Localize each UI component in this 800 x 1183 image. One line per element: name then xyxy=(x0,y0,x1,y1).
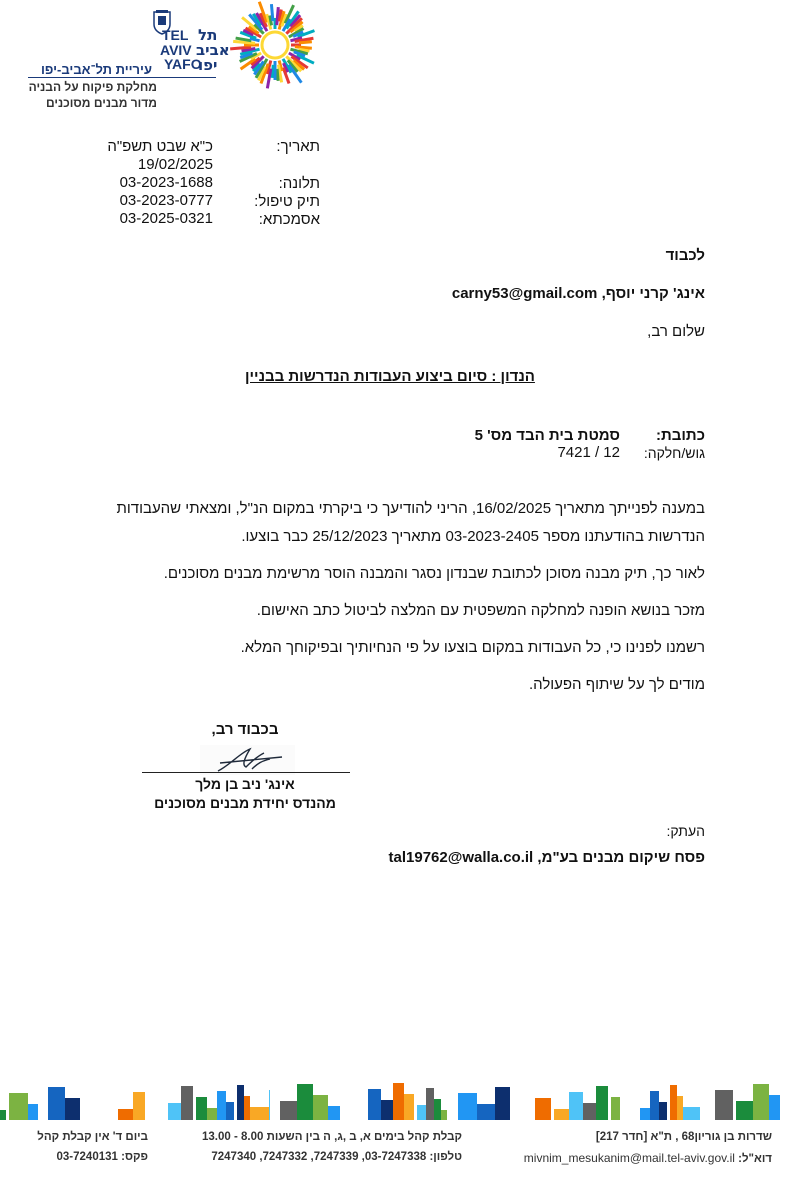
parcel-label: גוש/חלקה: xyxy=(643,445,705,461)
body-paragraph-4: רשמנו לפנינו כי, כל העבודות במקום בוצעו על פי הנחיותיך ובפיקוחך המלא. xyxy=(240,639,705,656)
division-name: מדור מבנים מסוכנים xyxy=(45,96,157,110)
parcel-value: 7421 / 12 xyxy=(557,444,620,461)
closing: בכבוד רב, xyxy=(211,721,279,738)
footer-no-reception: ביום ד' אין קבלת קהל xyxy=(37,1131,148,1143)
address-value: סמטת בית הבד מס' 5 xyxy=(474,427,620,444)
logo-he-aviv: אביב xyxy=(196,41,230,59)
cc-name: פסח שיקום מבנים בע"מ, xyxy=(537,849,705,866)
to-label: לכבוד xyxy=(665,247,705,264)
cc-label: העתק: xyxy=(666,823,705,839)
body-paragraph-3: מזכר בנושא הופנה למחלקה המשפטית עם המלצה לביטול כתב האישום. xyxy=(256,602,705,619)
complaint-number: 03-2023-1688 xyxy=(119,174,213,191)
recipient-email[interactable]: carny53@gmail.com xyxy=(451,285,598,302)
footer-address: שדרות בן גוריון68 , ת"א [חדר 217] xyxy=(595,1131,772,1143)
handwritten-signature xyxy=(200,745,295,775)
cc-line xyxy=(389,849,705,866)
footer-fax: פקס: 03-7240131 xyxy=(56,1151,148,1163)
body-paragraph-1-line-1: במענה לפנייתך מתאריך 16/02/2025, הריני להודיעך כי ביקרתי במקום הנ"ל, ומצאתי שהעבודות xyxy=(116,500,705,517)
address-label: כתובת: xyxy=(656,427,705,444)
recipient-name: אינג' קרני יוסף, xyxy=(601,285,705,302)
date-hebrew: כ"א שבט תשפ"ה xyxy=(107,138,213,155)
header-divider xyxy=(28,77,216,78)
case-number: 03-2023-0777 xyxy=(119,192,213,209)
department-name: מחלקת פיקוח על הבניה xyxy=(28,80,157,94)
reference-label: אסמכתא: xyxy=(258,211,320,228)
footer-email[interactable]: mivnim_mesukanim@mail.tel-aviv.gov.il xyxy=(523,1151,735,1165)
footer-decorative-bars xyxy=(0,1080,800,1120)
logo-he-tel: תל xyxy=(198,26,218,44)
body-paragraph-2: לאור כך, תיק מבנה מסוכן לכתובת שבנדון נסגר והמבנה הוסר מרשימת מבנים מסוכנים. xyxy=(163,565,705,582)
footer-hours: קבלת קהל בימים א, ב ,ג, ה בין השעות 8.00 - 13.00 xyxy=(202,1131,462,1143)
logo-en-aviv: AVIV xyxy=(160,42,192,58)
case-label: תיק טיפול: xyxy=(254,193,320,210)
date-gregorian: 19/02/2025 xyxy=(137,156,213,173)
logo-en-yafo: YAFO xyxy=(164,56,202,72)
reference-number: 03-2025-0321 xyxy=(119,210,213,227)
logo-en-tel: TEL xyxy=(162,27,189,43)
subject-line: הנדון : סיום ביצוע העבודות הנדרשות בבניין xyxy=(245,368,535,385)
cc-email[interactable]: tal19762@walla.co.il xyxy=(388,849,534,866)
greeting: שלום רב, xyxy=(647,323,705,340)
footer-phones: טלפון: 03-7247338, 7247339, 7247332, 7247340 xyxy=(211,1151,462,1163)
municipality-name: עיריית תל־אביב-יפו xyxy=(40,62,152,77)
body-paragraph-1-line-2: הנדרשות בהודעתנו מספר 03-2023-2405 מתאריך 25/12/2023 כבר בוצעו. xyxy=(241,528,705,545)
body-paragraph-5: מודים לך על שיתוף הפעולה. xyxy=(528,676,705,693)
logo-he-yafo: יפו xyxy=(198,56,218,74)
logo-sunburst-icon xyxy=(230,2,314,89)
footer-email-row xyxy=(524,1151,772,1165)
signer-title: מהנדס יחידת מבנים מסוכנים xyxy=(154,795,336,811)
municipality-logo xyxy=(150,0,325,95)
signer-name: אינג' ניב בן מלך xyxy=(195,776,295,792)
footer-email-label: דוא"ל: xyxy=(738,1153,772,1165)
date-label: תאריך: xyxy=(276,138,320,155)
complaint-label: תלונה: xyxy=(278,175,320,192)
signature-line xyxy=(142,772,350,773)
recipient-line xyxy=(452,285,705,302)
